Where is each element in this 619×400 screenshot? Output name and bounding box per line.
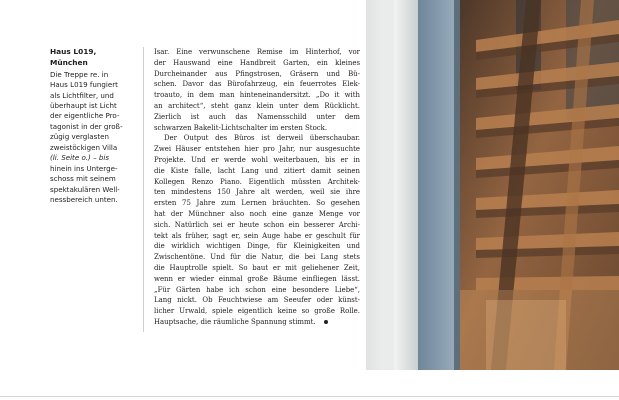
column-divider xyxy=(143,47,144,332)
staircase-photo xyxy=(366,0,619,370)
staircase-illustration xyxy=(366,0,619,370)
body-line: Kollegen Renzo Piano. Eigentlich müssten Architek- xyxy=(154,177,360,186)
body-line: ersten 75 Jahre zum Lernen bräuchten. So gesehen xyxy=(154,199,360,208)
body-line: sich. Natürlich sei er heute schon ein besserer Archi- xyxy=(154,220,360,229)
body-line: licher Urwald, spiele eigentlich keine so große Rolle. xyxy=(154,307,360,316)
caption-line: überhaupt ist Licht xyxy=(50,100,117,110)
caption-title-line: Haus L019, xyxy=(50,47,97,56)
caption-line: als Lichtfilter, und xyxy=(50,90,114,100)
caption-line: tagonist in der groß- xyxy=(50,121,123,131)
body-line: die wirklich wichtigen Dinge, für Kleinigkeiten und xyxy=(154,242,360,251)
body-line: Isar. Eine verwunschene Remise im Hinterhof, vor xyxy=(154,48,360,56)
body-line: der Hauswand eine Handbreit Garten, ein kleines xyxy=(154,58,360,67)
caption-line: schoss mit seinem xyxy=(50,174,116,184)
body-line: „Für Gärten habe ich schon eine besondere Liebe“, xyxy=(154,285,360,294)
caption-line: Haus L019 fungiert xyxy=(50,80,118,90)
body-line: Durcheinander aus Pfingstrosen, Gräsern und Bü- xyxy=(154,69,360,78)
caption-line: nessbereich unten. xyxy=(50,195,118,205)
caption-line: der eigentliche Pro- xyxy=(50,111,120,121)
body-line: Zierlich ist auch das Namensschild unter dem xyxy=(154,112,360,121)
caption-line: zügig verglasten xyxy=(50,132,109,142)
caption-line: zweistöckigen Villa xyxy=(50,142,118,152)
caption-line: spektakulären Well- xyxy=(50,184,120,194)
body-line: die Kiste falle, lacht Lang und zitiert damit seinen xyxy=(154,166,360,175)
body-line: Lang nickt. Ob Feuchtwiese am Seeufer oder künst- xyxy=(154,296,360,305)
body-line: Projekte. Und er werde wohl weiterbauen, bis er in xyxy=(154,155,360,164)
caption-line: Die Treppe re. in xyxy=(50,69,109,79)
body-line: ten mindestens 150 Jahre alt werden, weil sie ihre xyxy=(154,188,360,197)
caption-line: hinein ins Unterge- xyxy=(50,163,118,173)
caption-line: (li. Seite o.) – bis xyxy=(50,153,110,163)
body-line: tekt als früher, sagt er, sein Auge habe er geschult für xyxy=(154,231,360,240)
body-line: Zwischentöne. Und für die Natur, die bei Lang stets xyxy=(154,253,360,262)
body-line xyxy=(154,317,360,328)
article-body xyxy=(154,47,360,328)
body-line: an architect“, steht ganz klein unter dem Rücklicht. xyxy=(154,101,360,110)
body-line: wenn er wieder einmal große Bäume einfliegen lässt. xyxy=(154,274,360,283)
end-of-article-mark xyxy=(324,320,328,324)
body-line: schen. Davor das Bürofahrzeug, ein feuerrotes Elek- xyxy=(154,80,360,89)
body-line: die Hauptrolle spielt. So baut er mit geliehener Zeit, xyxy=(154,263,360,272)
body-line-text: Hauptsache, die räumliche Spannung stimmt. xyxy=(154,317,316,326)
caption-text xyxy=(50,70,136,206)
image-caption xyxy=(50,47,136,205)
page-bottom-rule xyxy=(0,396,619,397)
body-line: Zwei Häuser entstehen hier pro Jahr, nur ausgesuchte xyxy=(154,145,360,154)
body-line: schwarzen Bakelit-Lichtschalter im ersten Stock. xyxy=(154,123,328,132)
caption-title xyxy=(50,47,136,69)
body-line: hat der Münchner also noch eine ganze Menge vor xyxy=(154,209,360,218)
caption-title-line: München xyxy=(50,57,88,67)
body-line: troauto, in dem man hinteneinandersitzt. „Do it with xyxy=(154,91,360,100)
body-line: Der Output des Büros ist derweil überschaubar. xyxy=(164,134,360,143)
